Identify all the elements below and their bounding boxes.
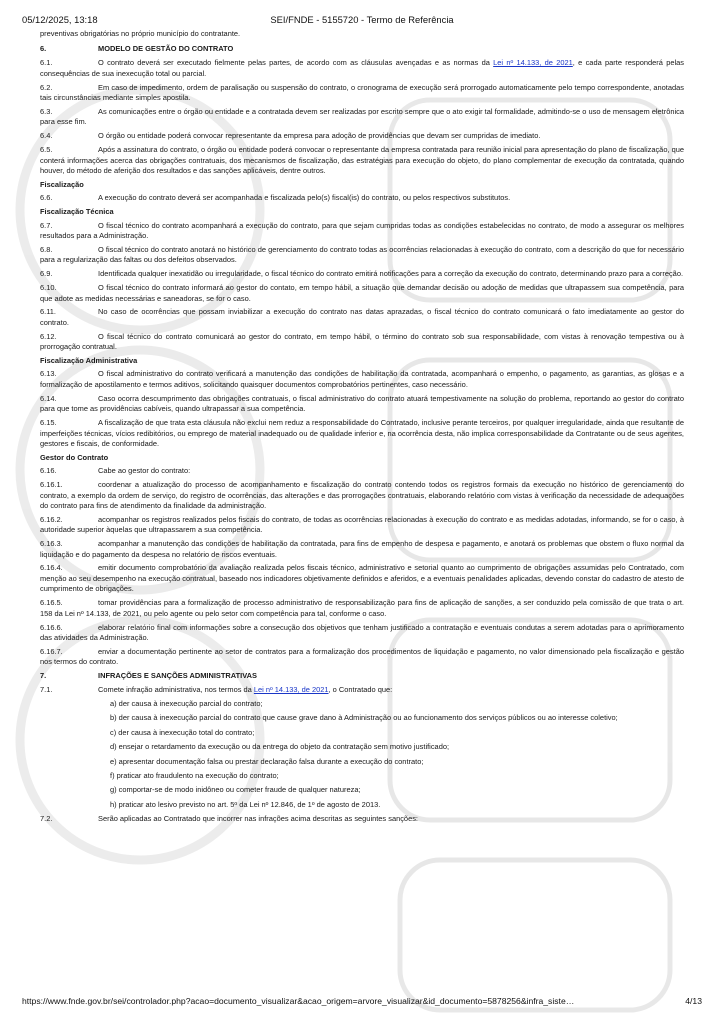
clause-text: Em caso de impedimento, ordem de paralisação ou suspensão do contrato, o cronograma de execução será prorrogado automaticamente pelo tempo correspondente, anotadas tais circunstâncias mediante simples apostila. xyxy=(40,82,684,103)
section-title: INFRAÇÕES E SANÇÕES ADMINISTRATIVAS xyxy=(98,671,257,681)
print-datetime: 05/12/2025, 13:18 xyxy=(22,14,98,25)
clause-number: 6.5. xyxy=(40,145,53,155)
clause-text: No caso de ocorrências que possam inviabilizar a execução do contrato nas datas aprazadas, o fiscal técnico do contrato comunicará o fato imediatamente ao gestor do contrato. xyxy=(40,307,684,327)
clause-text: O fiscal técnico do contrato acompanhará a execução do contrato, para que sejam cumpridas todas as condições estabelecidas no contrato, de modo a assegurar os melhores resultados para a Administração. xyxy=(40,220,684,240)
section-7-heading xyxy=(40,671,684,681)
clause-number: 6.9. xyxy=(40,269,53,279)
clause-text: Cabe ao gestor do contrato: xyxy=(98,466,191,476)
browser-print-header xyxy=(0,0,724,24)
clause-6-16-4 xyxy=(40,563,684,594)
clause-number: 6.16.2. xyxy=(40,514,63,524)
clause-number: 6.12. xyxy=(40,331,57,341)
clause-text: Serão aplicadas ao Contratado que incorrer nas infrações acima descritas as seguintes sanções: xyxy=(98,814,418,824)
clause-text: Caso ocorra descumprimento das obrigações contratuais, o fiscal administrativo do contrato atuará tempestivamente na solução do problema, reportando ao gestor do contrato para que tome as providências cabíveis, quando ultrapassar a sua competência. xyxy=(40,393,684,414)
clause-6-11 xyxy=(40,307,684,328)
clause-text: O fiscal técnico do contrato comunicará ao gestor do contrato, em tempo hábil, o término do contrato sob sua responsabilidade, com vistas à renovação tempestiva ou à prorrogação contratual. xyxy=(40,331,684,352)
law-link[interactable]: Lei nº 14.133, de 2021 xyxy=(493,58,573,68)
clause-number: 6.7. xyxy=(40,220,53,230)
clause-text: O órgão ou entidade poderá convocar representante da empresa para adoção de providências que devam ser cumpridas de imediato. xyxy=(98,131,541,141)
clause-number: 6.13. xyxy=(40,369,57,379)
clause-6-7 xyxy=(40,221,684,242)
clause-6-16-5 xyxy=(40,598,684,619)
clause-number: 6.16. xyxy=(40,466,57,476)
clause-number: 6.16.6. xyxy=(40,622,63,632)
list-item: c) der causa à inexecução total do contrato; xyxy=(110,727,255,737)
clause-number: 6.16.5. xyxy=(40,598,63,608)
print-title: SEI/FNDE - 5155720 - Termo de Referência xyxy=(270,14,454,25)
subheading-fiscalizacao: Fiscalização xyxy=(40,179,84,189)
clause-number: 6.2. xyxy=(40,82,53,92)
subheading-fiscalizacao-administrativa: Fiscalização Administrativa xyxy=(40,356,138,366)
browser-print-footer xyxy=(0,996,724,1016)
list-item: b) der causa à inexecução parcial do contrato que cause grave dano à Administração ou ao funcionamento dos serviços públicos ou ao interesse coletivo; xyxy=(110,713,618,723)
clause-text: O fiscal técnico do contrato anotará no histórico de gerenciamento do contrato todas as ocorrências relacionadas à execução do contrato, com a descrição do que for necessário para a regularização das faltas ou dos defeitos observados. xyxy=(40,244,684,265)
clause-number: 6.4. xyxy=(40,131,53,141)
clause-number: 7.2. xyxy=(40,814,53,824)
clause-number: 7.1. xyxy=(40,685,53,695)
clause-number: 6.15. xyxy=(40,418,57,428)
section-number: 7. xyxy=(40,671,47,681)
clause-6-8 xyxy=(40,245,684,266)
clause-6-12 xyxy=(40,332,684,353)
clause-6-16-3 xyxy=(40,539,684,560)
clause-text: emitir documento comprobatório da avaliação realizada pelos fiscais técnico, administrativo e setorial quanto ao cumprimento de obrigações assumidas pelo Contratado, com menção ao seu desempenho na execução contratual, baseado nos indicadores objetivamente definidos e aferidos, e a eventuais penalidades aplicadas, devendo constar do cadastro de atesto de cumprimento de obrigações. xyxy=(40,563,684,594)
subheading-fiscalizacao-tecnica: Fiscalização Técnica xyxy=(40,207,114,217)
clause-text: A execução do contrato deverá ser acompanhada e fiscalizada pelo(s) fiscal(is) do contrato, ou pelos respectivos substitutos. xyxy=(98,193,511,203)
clause-text: coordenar a atualização do processo de acompanhamento e fiscalização do contrato contendo todos os registros formais da execução no histórico de gerenciamento do contrato, a exemplo da ordem de serviço, do registro de ocorrências, das alterações e das prorrogações contratuais, elaborando relatório com vistas à verificação da necessidade de adequações do contrato para fins de atendimento da finalidade da administração. xyxy=(40,480,684,510)
clause-text: O fiscal administrativo do contrato verificará a manutenção das condições de habilitação da contratada, acompanhará o empenho, o pagamento, as garantias, as glosas e a formalização de apostilamento e termos aditivos, solicitando quaisquer documentos comprobatórios pertinentes, caso necessário. xyxy=(40,369,684,389)
clause-number: 6.6. xyxy=(40,193,53,203)
clause-text: acompanhar a manutenção das condições de habilitação da contratada, para fins de empenho de despesa e pagamento, e anotará os problemas que obstem o fluxo normal da liquidação e do pagamento da despesa no relatório de riscos eventuais. xyxy=(40,539,684,559)
clause-text: acompanhar os registros realizados pelos fiscais do contrato, de todas as ocorrências relacionadas à execução do contrato e as medidas adotadas, informando, se for o caso, à autoridade superior àquelas que ultrapassarem a sua competência. xyxy=(40,514,684,535)
page-number: 4/13 xyxy=(685,996,702,1006)
clause-6-13 xyxy=(40,369,684,390)
list-item: d) ensejar o retardamento da execução ou da entrega do objeto da contratação sem motivo justificado; xyxy=(110,742,450,752)
clause-text-cont: , e cada parte responderá pelas consequências de sua inexecução total ou parcial. xyxy=(40,58,684,78)
clause-6-10 xyxy=(40,283,684,304)
clause-text: tomar providências para a formalização de processo administrativo de responsabilização para fins de aplicação de sanções, a ser conduzido pela comissão de que trata o art. 158 da Lei nº 14.133, de 2021, ou pelo agente ou pelo setor com competência para tal, conforme o caso. xyxy=(40,598,684,618)
clause-6-16-6 xyxy=(40,623,684,644)
clause-7-2 xyxy=(40,814,684,824)
clause-text: elaborar relatório final com informações sobre a consecução dos objetivos que tenham justificado a contratação e eventuais condutas a serem adotadas para o aprimoramento das atividades da Administração. xyxy=(40,622,684,642)
list-item: e) apresentar documentação falsa ou prestar declaração falsa durante a execução do contrato; xyxy=(110,756,424,766)
clause-6-15 xyxy=(40,418,684,449)
clause-7-1 xyxy=(40,685,684,695)
clause-number: 6.3. xyxy=(40,106,53,116)
clause-number: 6.16.3. xyxy=(40,539,63,549)
clause-6-9 xyxy=(40,269,684,279)
clause-text: Comete infração administrativa, nos termos da xyxy=(98,685,254,695)
list-item: g) comportar-se de modo inidôneo ou cometer fraude de qualquer natureza; xyxy=(110,785,361,795)
clause-6-16 xyxy=(40,466,684,476)
clause-number: 6.8. xyxy=(40,244,53,254)
clause-text: A fiscalização de que trata esta cláusula não exclui nem reduz a responsabilidade do Contratado, inclusive perante terceiros, por qualquer irregularidade, ainda que resultante de imperfeições técnicas, vícios redibitórios, ou emprego de material inadequado ou de qualidade inferior e, na ocorrência desta, não implica corresponsabilidade da Contratante ou de seus agentes, gestores e fiscais, de conformidade. xyxy=(40,418,684,448)
clause-number: 6.11. xyxy=(40,307,56,317)
clause-number: 6.16.4. xyxy=(40,563,63,573)
clause-6-16-2 xyxy=(40,515,684,536)
clause-6-3 xyxy=(40,107,684,128)
clause-6-16-1 xyxy=(40,480,684,511)
clause-number: 6.14. xyxy=(40,393,57,403)
clause-number: 6.10. xyxy=(40,283,57,293)
lead-line: preventivas obrigatórias no próprio município do contratante. xyxy=(40,29,241,38)
clause-6-14 xyxy=(40,394,684,415)
clause-6-6 xyxy=(40,193,684,203)
clause-number: 6.16.7. xyxy=(40,646,63,656)
subheading-gestor: Gestor do Contrato xyxy=(40,452,109,462)
clause-6-4 xyxy=(40,131,684,141)
clause-text: As comunicações entre o órgão ou entidade e a contratada devem ser realizadas por escrito sempre que o ato exigir tal formalidade, admitindo-se o uso de mensagem eletrônica para esse fim. xyxy=(40,106,684,127)
clause-text: O contrato deverá ser executado fielmente pelas partes, de acordo com as cláusulas avençadas e as normas da xyxy=(98,58,494,68)
clause-6-1 xyxy=(40,58,684,79)
list-item: f) praticar ato fraudulento na execução do contrato; xyxy=(110,770,279,780)
page-url: https://www.fnde.gov.br/sei/controlador.php?acao=documento_visualizar&acao_origem=arvore_visualizar&id_documento=5878256&infra_siste… xyxy=(22,996,575,1006)
section-title: MODELO DE GESTÃO DO CONTRATO xyxy=(98,44,234,54)
clause-number: 6.1. xyxy=(40,58,53,68)
clause-6-2 xyxy=(40,83,684,104)
section-number: 6. xyxy=(40,44,47,54)
clause-6-16-7 xyxy=(40,647,684,668)
document-body xyxy=(40,29,684,828)
list-item: h) praticar ato lesivo previsto no art. 5º da Lei nº 12.846, de 1º de agosto de 2013. xyxy=(110,799,381,809)
section-6-heading xyxy=(40,44,684,54)
clause-text: Identificada qualquer inexatidão ou irregularidade, o fiscal técnico do contrato emitirá notificações para a correção da execução do contrato, determinando prazo para a correção. xyxy=(98,269,684,279)
clause-6-5 xyxy=(40,145,684,176)
clause-text-cont: , o Contratado que: xyxy=(328,685,393,695)
clause-text: enviar a documentação pertinente ao setor de contratos para a formalização dos procedimentos de liquidação e pagamento, no valor dimensionado pela fiscalização e gestão nos termos do contrato. xyxy=(40,646,684,667)
clause-text: O fiscal técnico do contrato informará ao gestor do contato, em tempo hábil, a situação que demandar decisão ou adoção de medidas que ultrapassem sua competência, para que adote as medidas necessárias e saneadoras, se for o caso. xyxy=(40,283,684,303)
clause-number: 6.16.1. xyxy=(40,480,63,490)
list-item: a) der causa à inexecução parcial do contrato; xyxy=(110,698,263,708)
clause-text: Após a assinatura do contrato, o órgão ou entidade poderá convocar o representante da empresa contratada para reunião inicial para apresentação do plano de fiscalização, que conterá informações acerca das obrigações contratuais, dos mecanismos de fiscalização, das estratégias para execução do objeto, do plano complementar de execução da contratada, quando houver, do método de aferição dos resultados e das sanções aplicáveis, dentre outros. xyxy=(40,145,684,175)
law-link[interactable]: Lei nº 14.133, de 2021 xyxy=(253,685,329,695)
